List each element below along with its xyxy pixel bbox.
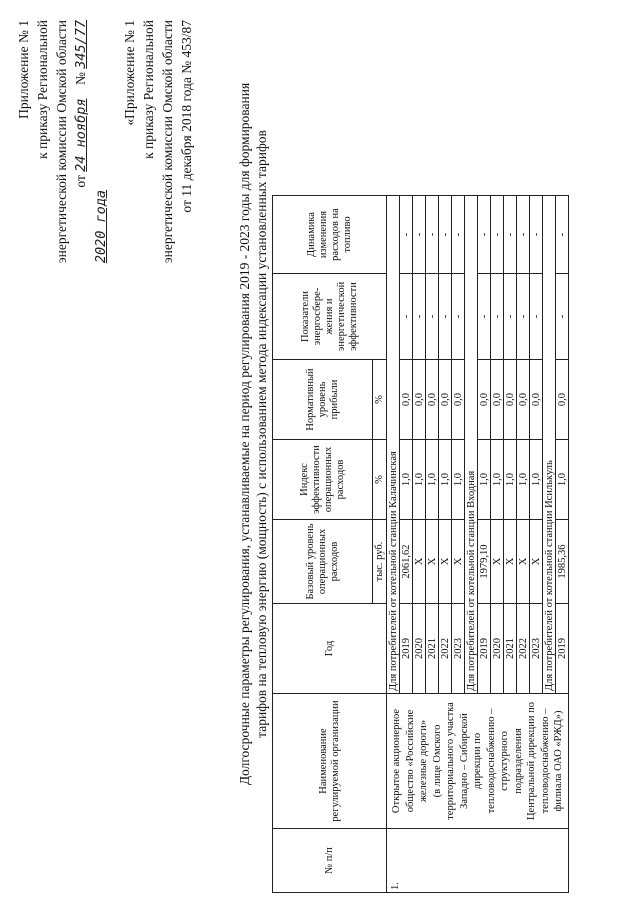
header2-date-line: от 11 декабря 2018 года № 453/87	[179, 20, 194, 213]
cell-base: 1979,10	[478, 520, 491, 604]
cell-year: 2019	[556, 604, 569, 694]
cell-dynamics: -	[530, 196, 543, 274]
cell-base: Х	[439, 520, 452, 604]
cell-energy: -	[413, 274, 426, 360]
col-header-index: Индекс эффективности операционных расходов	[273, 440, 373, 520]
handwritten-date: 24 ноября	[73, 98, 89, 172]
cell-year: 2023	[530, 604, 543, 694]
cell-year: 2021	[426, 604, 439, 694]
cell-dynamics: -	[439, 196, 452, 274]
cell-base: Х	[452, 520, 465, 604]
document-title	[236, 13, 270, 855]
cell-energy: -	[530, 274, 543, 360]
organization-name-line: дирекции по	[472, 732, 483, 790]
handwritten-number: 345/77	[73, 20, 89, 69]
cell-profit: 0,0	[400, 360, 413, 440]
cell-dynamics: -	[452, 196, 465, 274]
cell-index: 1,0	[452, 440, 465, 520]
unit-index: %	[373, 440, 387, 520]
organization-name	[387, 694, 569, 829]
cell-profit: 0,0	[426, 360, 439, 440]
cell-index: 1,0	[504, 440, 517, 520]
cell-dynamics: -	[556, 196, 569, 274]
cell-base: Х	[517, 520, 530, 604]
cell-base: Х	[491, 520, 504, 604]
organization-name-line: железные дороги»	[418, 719, 429, 803]
header-order-line: к приказу Региональной	[35, 20, 50, 159]
col-header-profit: Нормативный уровень прибыли	[273, 360, 373, 440]
handwritten-year: 2020 года	[93, 190, 109, 264]
row-number: 1.	[387, 829, 569, 893]
organization-name-line: общество «Российские	[404, 709, 416, 813]
organization-name-line: подразделения	[512, 728, 524, 794]
cell-profit: 0,0	[478, 360, 491, 440]
title-line-2: тарифов на тепловую энергию (мощность) с использованием метода индексации установленных тарифов	[254, 130, 269, 738]
col-header-org: Наименование регулируемой организации	[273, 694, 387, 829]
cell-year: 2020	[413, 604, 426, 694]
col-header-year: Год	[273, 604, 387, 694]
cell-profit: 0,0	[439, 360, 452, 440]
section-label: Для потребителей от котельной станции Входная	[465, 196, 478, 694]
cell-energy: -	[439, 274, 452, 360]
cell-year: 2023	[452, 604, 465, 694]
header-date-number-line: от 24 ноября № 345/77	[73, 20, 89, 188]
cell-year: 2020	[491, 604, 504, 694]
cell-dynamics: -	[517, 196, 530, 274]
header-block-current-order	[14, 20, 111, 400]
cell-energy: -	[426, 274, 439, 360]
cell-index: 1,0	[530, 440, 543, 520]
unit-profit: %	[373, 360, 387, 440]
col-header-num: № п/п	[273, 829, 387, 893]
cell-base: 1985,36	[556, 520, 569, 604]
cell-profit: 0,0	[517, 360, 530, 440]
cell-year: 2022	[517, 604, 530, 694]
table-body	[387, 196, 569, 893]
cell-energy: -	[491, 274, 504, 360]
cell-year: 2021	[504, 604, 517, 694]
cell-dynamics: -	[478, 196, 491, 274]
header2-appendix-line: «Приложение № 1	[122, 20, 137, 126]
organization-name-line: территориального участка	[445, 702, 456, 820]
cell-energy: -	[504, 274, 517, 360]
cell-index: 1,0	[556, 440, 569, 520]
cell-dynamics: -	[400, 196, 413, 274]
header-appendix-line: Приложение № 1	[16, 20, 31, 119]
organization-name-line: Центральной дирекции по	[526, 701, 537, 821]
col-header-dynamics: Динамика изменения расходов на топливо	[273, 196, 387, 274]
title-line-1: Долгосрочные параметры регулирования, устанавливаемые на период регулирования 2019 - 2023 годы для формирования	[237, 82, 252, 786]
cell-index: 1,0	[439, 440, 452, 520]
organization-name-line: (в лице Омского	[431, 724, 443, 798]
cell-profit: 0,0	[491, 360, 504, 440]
cell-base: Х	[530, 520, 543, 604]
cell-dynamics: -	[504, 196, 517, 274]
cell-profit: 0,0	[556, 360, 569, 440]
cell-energy: -	[556, 274, 569, 360]
cell-base: Х	[504, 520, 517, 604]
cell-profit: 0,0	[452, 360, 465, 440]
unit-base: тыс. руб.	[373, 520, 387, 604]
cell-year: 2019	[478, 604, 491, 694]
cell-index: 1,0	[426, 440, 439, 520]
cell-profit: 0,0	[504, 360, 517, 440]
cell-energy: -	[400, 274, 413, 360]
cell-year: 2019	[400, 604, 413, 694]
cell-index: 1,0	[478, 440, 491, 520]
organization-name-line: Открытое акционерное	[391, 708, 402, 814]
organization-name-line: тепловодоснабжению –	[539, 708, 551, 814]
cell-dynamics: -	[426, 196, 439, 274]
cell-dynamics: -	[413, 196, 426, 274]
cell-dynamics: -	[491, 196, 504, 274]
section-label: Для потребителей от котельной станции Калачинская	[387, 196, 400, 694]
organization-name-line: филиала ОАО «РЖД»)	[553, 710, 564, 812]
cell-index: 1,0	[491, 440, 504, 520]
cell-index: 1,0	[400, 440, 413, 520]
header2-order-line: к приказу Региональной	[141, 20, 156, 159]
cell-index: 1,0	[517, 440, 530, 520]
cell-profit: 0,0	[413, 360, 426, 440]
tariff-parameters-table	[272, 195, 569, 893]
cell-year: 2022	[439, 604, 452, 694]
section-row	[387, 196, 400, 893]
header-year-line	[91, 20, 111, 400]
cell-energy: -	[452, 274, 465, 360]
organization-name-line: Западно – Сибирской	[458, 713, 470, 809]
col-header-energy: Показатели энергосбере-жения и энергетической эффективности	[273, 274, 387, 360]
col-header-base: Базовый уровень операционных расходов	[273, 520, 373, 604]
organization-name-line: тепловодоснабжению –	[485, 708, 497, 814]
cell-energy: -	[478, 274, 491, 360]
header-commission-line: энергетической комиссии Омской области	[54, 20, 69, 264]
header2-commission-line: энергетической комиссии Омской области	[160, 20, 175, 264]
cell-profit: 0,0	[530, 360, 543, 440]
organization-name-line: структурного	[499, 731, 510, 791]
cell-index: 1,0	[413, 440, 426, 520]
cell-base: Х	[426, 520, 439, 604]
cell-base: 2061,62	[400, 520, 413, 604]
cell-energy: -	[517, 274, 530, 360]
section-label: Для потребителей от котельной станции Исилькуль	[543, 196, 556, 694]
cell-base: Х	[413, 520, 426, 604]
header-block-original-order	[120, 20, 196, 400]
